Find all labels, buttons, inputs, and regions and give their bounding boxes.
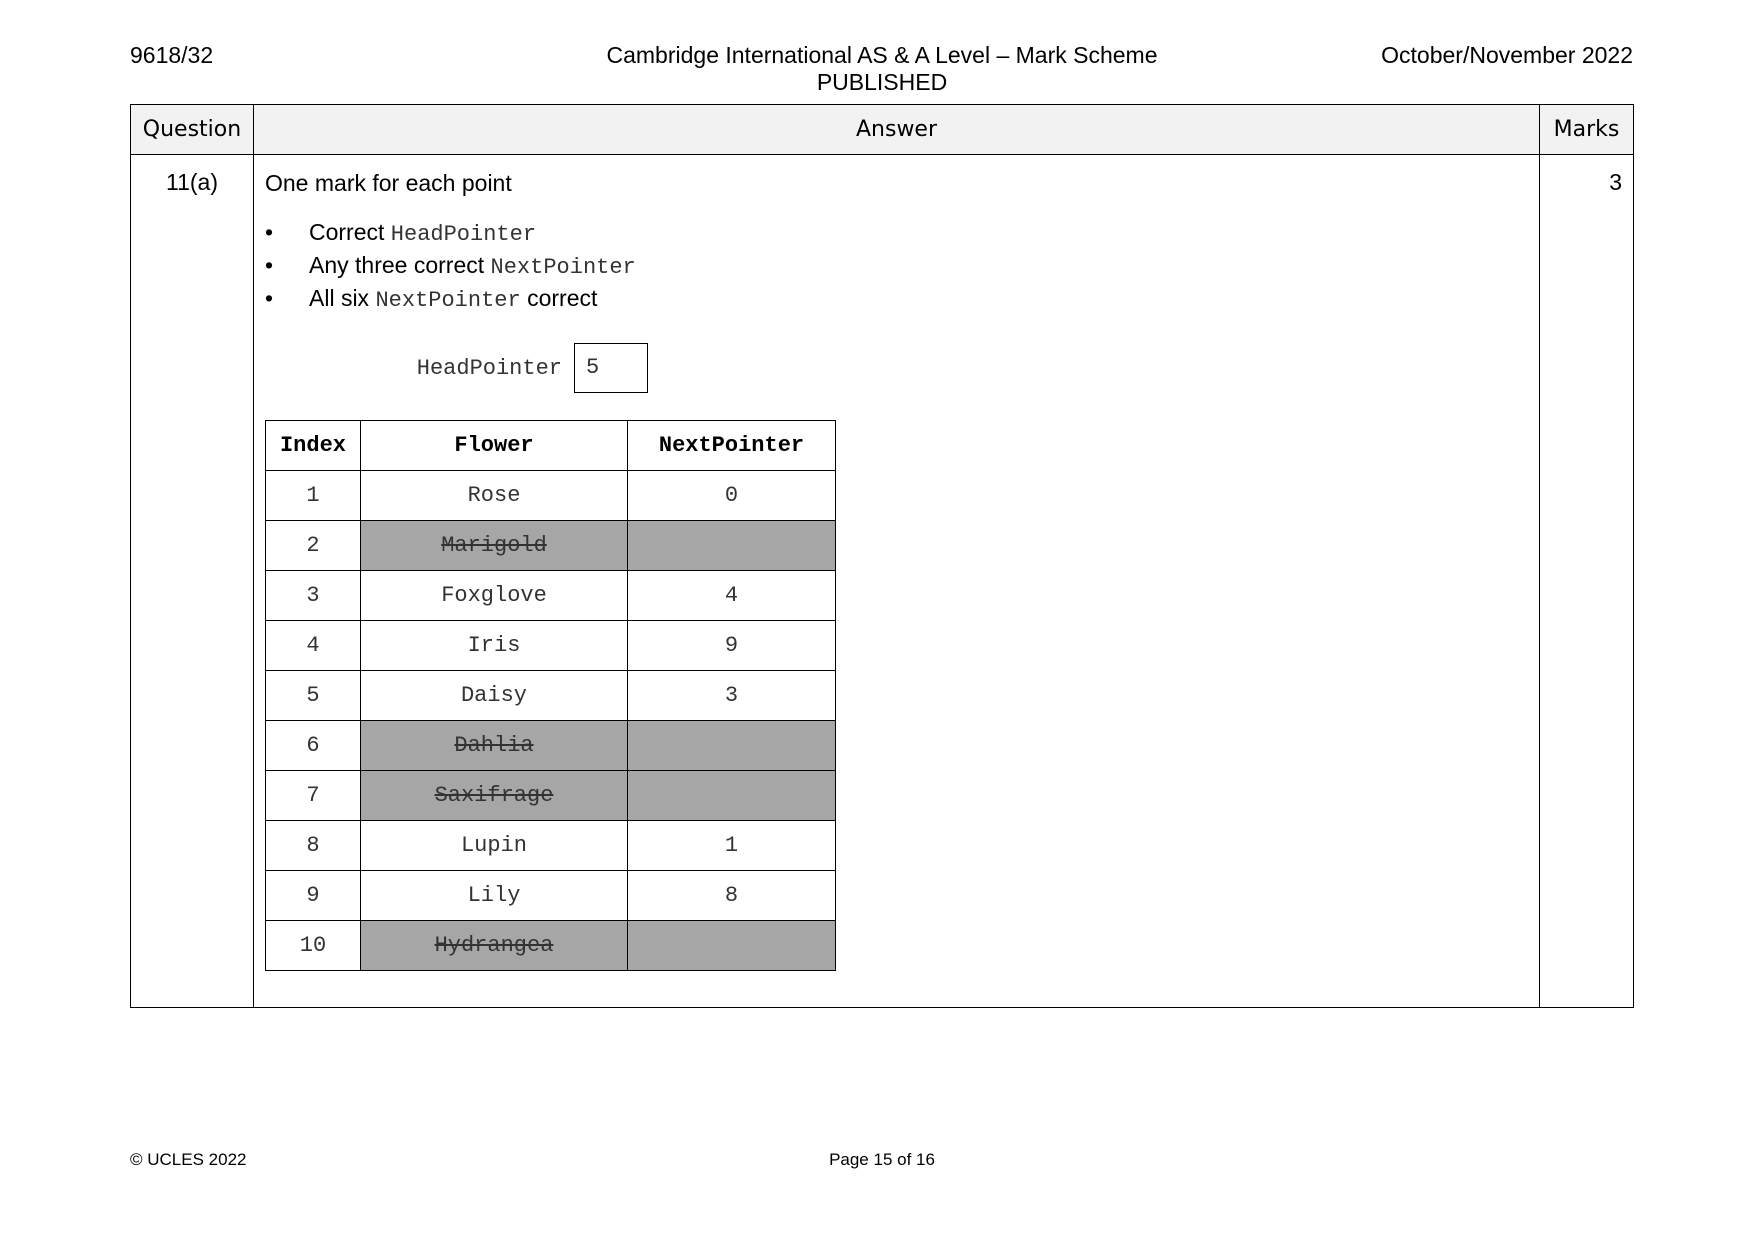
- code-term: HeadPointer: [390, 222, 537, 247]
- mark-scheme-table: [130, 104, 1634, 1008]
- index-cell: 3: [266, 571, 361, 621]
- flower-cell: Foxglove: [361, 571, 628, 621]
- bullet-icon: •: [265, 219, 274, 245]
- title-line: Cambridge International AS & A Level – Mark Scheme: [606, 42, 1158, 68]
- answer-cell: [254, 155, 1540, 1008]
- nextpointer-cell: 0: [628, 471, 836, 521]
- nextpointer-cell: [628, 521, 836, 571]
- exam-session: October/November 2022: [1381, 42, 1633, 68]
- marking-points: [265, 217, 1539, 316]
- nextpointer-cell: 9: [628, 621, 836, 671]
- head-pointer-label: HeadPointer: [416, 355, 562, 381]
- answer-header: Answer: [254, 105, 1540, 155]
- index-cell: 7: [266, 771, 361, 821]
- linked-list-table: [265, 420, 836, 971]
- nextpointer-cell: 8: [628, 871, 836, 921]
- index-header: Index: [266, 421, 361, 471]
- marks-header: Marks: [1540, 105, 1634, 155]
- marks-value: 3: [1540, 155, 1634, 1008]
- linked-list-row: [266, 721, 836, 771]
- flower-header: Flower: [361, 421, 628, 471]
- nextpointer-cell: 1: [628, 821, 836, 871]
- index-cell: 10: [266, 921, 361, 971]
- linked-list-row: [266, 871, 836, 921]
- flower-cell: Iris: [361, 621, 628, 671]
- nextpointer-cell: 4: [628, 571, 836, 621]
- bullet-icon: •: [265, 252, 274, 278]
- linked-list-row: [266, 571, 836, 621]
- nextpointer-cell: [628, 921, 836, 971]
- marking-intro: One mark for each point: [265, 170, 512, 196]
- linked-list-row: [266, 771, 836, 821]
- linked-list-row: [266, 821, 836, 871]
- flower-cell: Marigold: [361, 521, 628, 571]
- nextpointer-cell: [628, 771, 836, 821]
- index-cell: 2: [266, 521, 361, 571]
- nextpointer-cell: [628, 721, 836, 771]
- nextpointer-cell: 3: [628, 671, 836, 721]
- flower-cell: Lily: [361, 871, 628, 921]
- published-label: PUBLISHED: [816, 69, 948, 95]
- linked-list-row: [266, 621, 836, 671]
- flower-cell: Lupin: [361, 821, 628, 871]
- index-cell: 6: [266, 721, 361, 771]
- linked-list-row: [266, 471, 836, 521]
- index-cell: 4: [266, 621, 361, 671]
- copyright: © UCLES 2022: [130, 1150, 247, 1169]
- question-number: 11(a): [131, 155, 254, 1008]
- flower-cell: Daisy: [361, 671, 628, 721]
- header-row: [131, 105, 1634, 155]
- linked-list-row: [266, 671, 836, 721]
- index-cell: 8: [266, 821, 361, 871]
- code-term: NextPointer: [490, 255, 636, 280]
- linked-list-header: [266, 421, 836, 471]
- page-number: Page 15 of 16: [829, 1150, 935, 1169]
- flower-cell: Dahlia: [361, 721, 628, 771]
- question-header: Question: [131, 105, 254, 155]
- question-row: [131, 155, 1634, 1008]
- index-cell: 9: [266, 871, 361, 921]
- nextpointer-header: NextPointer: [628, 421, 836, 471]
- linked-list-row: [266, 921, 836, 971]
- linked-list-row: [266, 521, 836, 571]
- marking-point: • All six NextPointer correct: [265, 285, 598, 313]
- paper-code: 9618/32: [130, 42, 214, 68]
- head-pointer-value: 5: [574, 343, 648, 393]
- index-cell: 5: [266, 671, 361, 721]
- bullet-icon: •: [265, 285, 274, 311]
- marking-point: • Any three correct NextPointer: [265, 252, 636, 280]
- index-cell: 1: [266, 471, 361, 521]
- flower-cell: Hydrangea: [361, 921, 628, 971]
- marking-point: • Correct HeadPointer: [265, 219, 537, 247]
- head-pointer: [265, 342, 1539, 394]
- flower-cell: Saxifrage: [361, 771, 628, 821]
- code-term: NextPointer: [375, 288, 521, 313]
- flower-cell: Rose: [361, 471, 628, 521]
